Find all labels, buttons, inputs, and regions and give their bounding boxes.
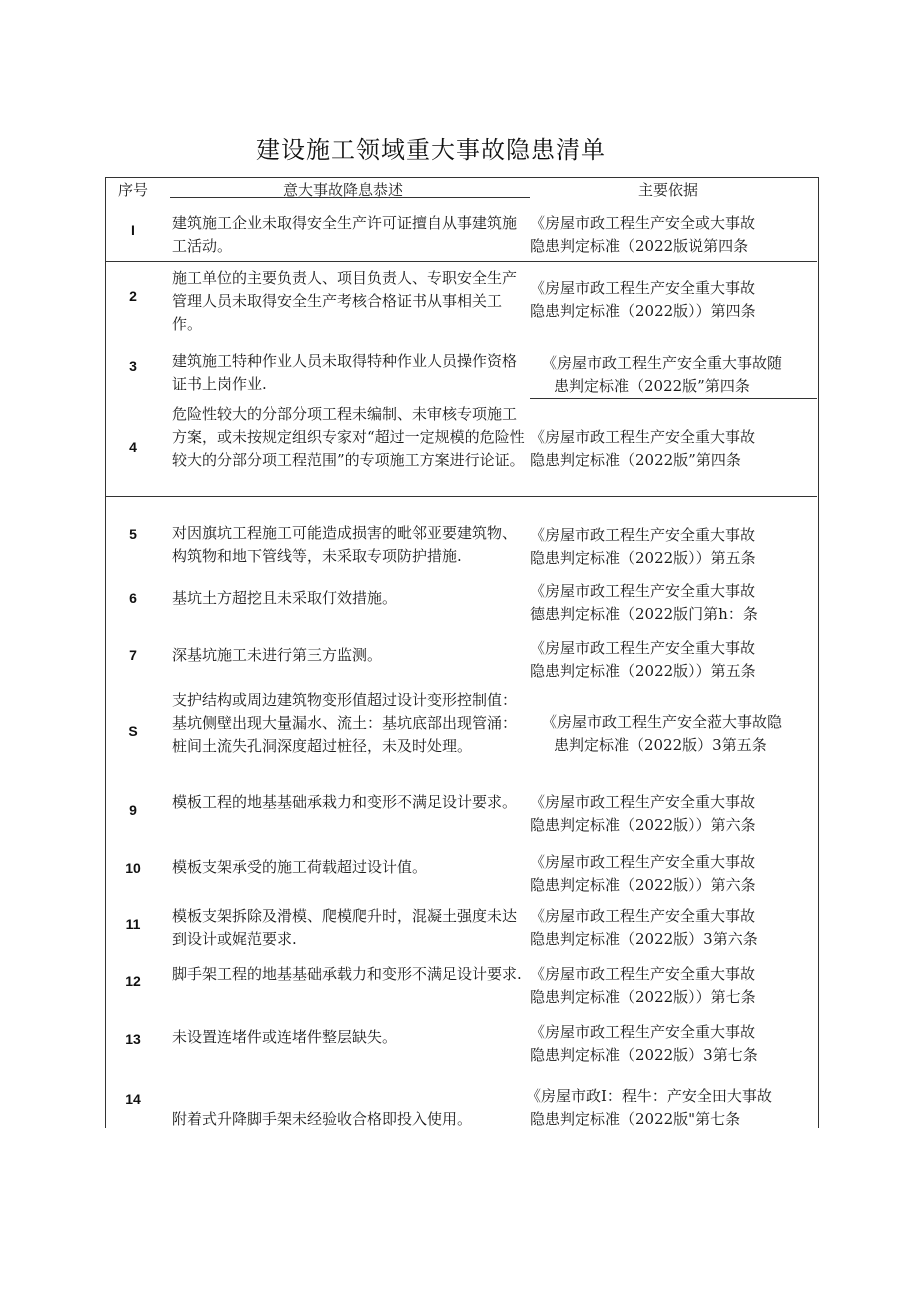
row-description: 建筑施工特种作业人员未取得特种作业人员操作资格证书上岗作业. <box>172 352 518 393</box>
row-description: 附着式升降脚手架未经验收合格即投入使用。 <box>172 1110 473 1128</box>
row-basis: 《房屋市政工程生产安全重大事故 隐患判定标准（2022版））第七条 <box>530 965 756 1006</box>
row-number: 11 <box>125 916 141 932</box>
row-basis: 《房屋市政工程生产安全重大事故 隐患判定标准（2022版））第五条 <box>530 639 756 680</box>
row-number: 3 <box>129 358 137 374</box>
row-number: 14 <box>125 1091 141 1107</box>
row-number: 5 <box>129 526 137 542</box>
row-basis: 《房屋市政工程生产安全重大事故 隐患判定标准（2022版））第六条 <box>530 793 756 834</box>
row-description: 模板支架承受的施工荷载超过设计值。 <box>172 858 428 876</box>
row-number: 6 <box>129 590 137 606</box>
row-basis: 《房屋市政工程生产安全重大事故随 患判定标准（2022版”第四条 <box>542 354 783 395</box>
row-description: 脚手架工程的地基基础承载力和变形不满足设计要求. <box>172 965 522 983</box>
row-description: 支护结构或周边建筑物变形值超过设计变形控制值：基坑侧壁出现大量漏水、流土：基坑底部出现管涌：桩间土流失孔洞深度超过桩径，未及时处理。 <box>172 691 518 755</box>
row-number: 12 <box>125 973 141 989</box>
row-description: 建筑施工企业未取得安全生产许可证擅自从事建筑施工活动。 <box>172 214 518 255</box>
row-description: 对因旗坑工程施工可能造成损害的毗邻亚要建筑物、构筑物和地下管线等，未采取专项防护措施. <box>172 524 518 565</box>
row-number: 13 <box>125 1031 141 1047</box>
row-basis: 《房屋市政工程生产安全重大事故 隐患判定标准（2022版）3第七条 <box>530 1023 758 1064</box>
row-basis: 《房屋市政工程生产安全重大事故 隐患判定标准（2022版））第五条 <box>530 526 756 567</box>
row-divider <box>105 261 817 262</box>
row-basis: 《房屋市政工程生产安全或大事故 隐患判定标准（2022版说第四条 <box>530 214 756 255</box>
row-number: 2 <box>129 288 137 304</box>
row-divider <box>105 496 817 497</box>
row-basis: 《房屋市政工程生产安全重大事故 隐患判定标准（2022版”第四条 <box>530 428 756 469</box>
row-basis: 《房屋市政I：程牛：产安全田大事故 隐患判定标准（2022版"第七条 <box>526 1087 772 1128</box>
row-description: 施工单位的主要负责人、项目负责人、专职安全生产管理人员未取得安全生产考核合格证书从事相关工作。 <box>172 269 518 333</box>
row-basis: 《房屋市政工程生产安全重大事故 隐患判定标准（2022版））第四条 <box>530 279 756 320</box>
row-description: 深基坑施工未进行第三方监测。 <box>172 646 383 664</box>
row-divider <box>530 398 817 399</box>
row-description: 模板支架拆除及滑模、爬模爬升时，混凝土强度未达到设计或娓范要求. <box>172 907 518 948</box>
row-basis: 《房屋市政工程生产安全蒞大事故隐 患判定标准（2022版）3第五条 <box>542 713 783 754</box>
row-description: 模板工程的地基基础承栽力和变形不满足设计要求。 <box>172 793 518 811</box>
row-number: 10 <box>125 860 141 876</box>
row-number: S <box>128 723 138 739</box>
row-basis: 《房屋市政工程生产安全重大事故 隐患判定标准（2022版）3第六条 <box>530 907 758 948</box>
row-number: 4 <box>129 439 137 455</box>
row-description: 危险性较大的分部分项工程未编制、未审核专项施工方案，或未按规定组织专家对“超过一定规模的危险性较大的分部分项工程范围”的专项施工方案进行论证。 <box>172 405 525 469</box>
header-basis: 主要依据 <box>638 181 699 199</box>
row-basis: 《房屋市政工程生产安全重大事故 隐患判定标准（2022版））第六条 <box>530 853 756 894</box>
row-description: 基坑土方超挖且未采取仃效措施。 <box>172 589 398 607</box>
row-basis: 《房屋市政工程生产安全重大事故 德患判定标准（2022版门第h：条 <box>530 582 758 623</box>
header-divider <box>170 197 530 198</box>
row-number: 9 <box>129 802 137 818</box>
row-number: 7 <box>129 647 137 663</box>
header-description: 意大事故降息恭述 <box>283 181 404 199</box>
header-index: 序号 <box>118 181 149 199</box>
page-title: 建设施工领域重大事故隐患清单 <box>256 136 606 164</box>
row-description: 未设置连堵件或连堵件整层缺失。 <box>172 1028 398 1046</box>
row-number: I <box>131 222 135 238</box>
